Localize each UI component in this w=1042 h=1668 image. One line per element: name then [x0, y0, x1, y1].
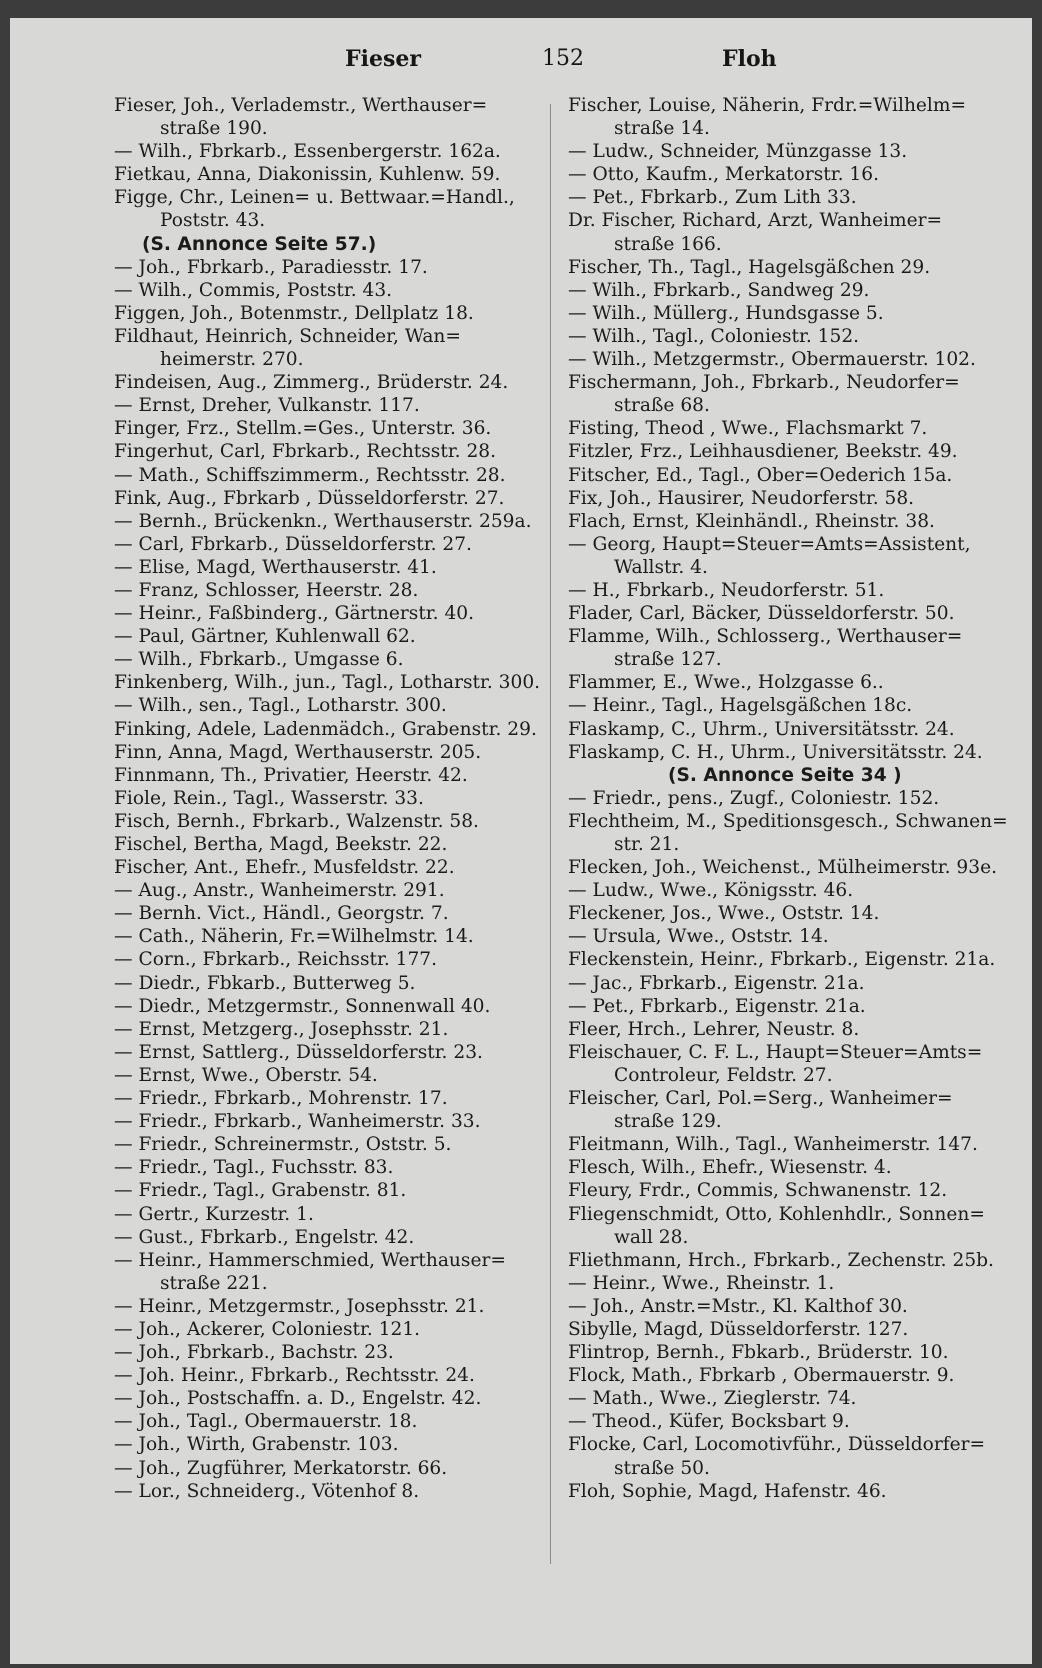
directory-entry: Fiole, Rein., Tagl., Wasserstr. 33.: [114, 787, 424, 809]
directory-entry: — Ernst, Wwe., Oberstr. 54.: [114, 1064, 378, 1086]
directory-entry: — Wilh., Metzgermstr., Obermauerstr. 102.: [568, 349, 976, 371]
entry-continuation: Wallstr. 4.: [614, 556, 708, 578]
directory-entry: — Joh., Ackerer, Coloniestr. 121.: [114, 1318, 421, 1340]
directory-entry: Figgen, Joh., Botenmstr., Dellplatz 18.: [114, 302, 474, 324]
directory-entry: Flamme, Wilh., Schlosserg., Werthauser=: [568, 626, 963, 648]
directory-entry: — Ernst, Sattlerg., Düsseldorferstr. 23.: [114, 1041, 483, 1063]
entry-continuation: straße 166.: [614, 233, 722, 255]
directory-entry: — H., Fbrkarb., Neudorferstr. 51.: [568, 579, 885, 601]
directory-entry: — Wilh., Müllerg., Hundsgasse 5.: [568, 302, 884, 324]
directory-entry: — Ludw., Wwe., Königsstr. 46.: [568, 880, 854, 902]
directory-entry: Fleckener, Jos., Wwe., Oststr. 14.: [568, 903, 880, 925]
directory-entry: Sibylle, Magd, Düsseldorferstr. 127.: [568, 1318, 909, 1340]
advertisement-reference: (S. Annonce Seite 34 ): [668, 764, 902, 786]
directory-entry: — Joh., Tagl., Obermauerstr. 18.: [114, 1411, 418, 1433]
directory-entry: — Georg, Haupt=Steuer=Amts=Assistent,: [568, 533, 971, 555]
directory-page: [10, 18, 1032, 1664]
left-column: [114, 94, 541, 1503]
directory-entry: — Heinr., Wwe., Rheinstr. 1.: [568, 1272, 835, 1294]
directory-entry: — Ludw., Schneider, Münzgasse 13.: [568, 141, 908, 163]
directory-entry: Flach, Ernst, Kleinhändl., Rheinstr. 38.: [568, 510, 935, 532]
directory-entry: Figge, Chr., Leinen= u. Bettwaar.=Handl.,: [114, 187, 515, 209]
directory-entry: — Cath., Näherin, Fr.=Wilhelmstr. 14.: [114, 926, 474, 948]
directory-entry: Fleer, Hrch., Lehrer, Neustr. 8.: [568, 1018, 860, 1040]
directory-entry: — Ursula, Wwe., Oststr. 14.: [568, 926, 829, 948]
directory-entry: — Corn., Fbrkarb., Reichsstr. 177.: [114, 949, 438, 971]
header-last-name: Floh: [722, 46, 777, 72]
entry-continuation: straße 14.: [614, 118, 710, 140]
directory-entry: — Wilh., Commis, Poststr. 43.: [114, 279, 393, 301]
directory-entry: Finger, Frz., Stellm.=Ges., Unterstr. 36.: [114, 418, 492, 440]
directory-entry: Finkenberg, Wilh., jun., Tagl., Lotharstr. 300.: [114, 672, 541, 694]
directory-entry: — Friedr., Fbrkarb., Wanheimerstr. 33.: [114, 1111, 481, 1133]
running-head: [10, 46, 1032, 86]
directory-entry: — Paul, Gärtner, Kuhlenwall 62.: [114, 626, 416, 648]
directory-entry: — Aug., Anstr., Wanheimerstr. 291.: [114, 880, 445, 902]
directory-entry: Fildhaut, Heinrich, Schneider, Wan=: [114, 325, 461, 347]
directory-entry: Flintrop, Bernh., Fbkarb., Brüderstr. 10.: [568, 1342, 949, 1364]
page-number: 152: [542, 46, 584, 71]
directory-entry: Flechtheim, M., Speditionsgesch., Schwanen=: [568, 810, 1008, 832]
directory-entry: — Ernst, Dreher, Vulkanstr. 117.: [114, 395, 420, 417]
directory-entry: — Ernst, Metzgerg., Josephsstr. 21.: [114, 1018, 449, 1040]
directory-entry: — Friedr., Schreinermstr., Oststr. 5.: [114, 1134, 452, 1156]
directory-entry: Fischel, Bertha, Magd, Beekstr. 22.: [114, 834, 448, 855]
directory-entry: Flocke, Carl, Locomotivführ., Düsseldorfer=: [568, 1434, 986, 1456]
directory-entry: Flader, Carl, Bäcker, Düsseldorferstr. 50.: [568, 603, 955, 625]
directory-entry: Fisch, Bernh., Fbrkarb., Walzenstr. 58.: [114, 810, 479, 832]
directory-entry: — Wilh., sen., Tagl., Lotharstr. 300.: [114, 695, 447, 717]
directory-entry: Fleischauer, C. F. L., Haupt=Steuer=Amts=: [568, 1041, 983, 1063]
directory-entry: Finnmann, Th., Privatier, Heerstr. 42.: [114, 764, 468, 786]
directory-entry: — Jac., Fbrkarb., Eigenstr. 21a.: [568, 972, 865, 994]
directory-entry: — Gertr., Kurzestr. 1.: [114, 1203, 314, 1225]
directory-entry: — Math., Wwe., Zieglerstr. 74.: [568, 1388, 857, 1410]
entry-continuation: str. 21.: [614, 834, 680, 855]
directory-entry: — Heinr., Faßbinderg., Gärtnerstr. 40.: [114, 603, 475, 625]
directory-entry: Fleitmann, Wilh., Tagl., Wanheimerstr. 147.: [568, 1134, 978, 1156]
directory-entry: — Heinr., Hammerschmied, Werthauser=: [114, 1249, 506, 1271]
directory-entry: — Joh., Postschaffn. a. D., Engelstr. 42.: [114, 1388, 482, 1410]
directory-entry: — Bernh. Vict., Händl., Georgstr. 7.: [114, 903, 449, 925]
directory-entry: Finking, Adele, Ladenmädch., Grabenstr. 29.: [114, 718, 537, 740]
directory-entry: Fingerhut, Carl, Fbrkarb., Rechtsstr. 28.: [114, 441, 497, 463]
directory-entry: Flock, Math., Fbrkarb , Obermauerstr. 9.: [568, 1365, 955, 1387]
right-column: [568, 94, 1008, 1503]
entry-continuation: wall 28.: [614, 1226, 689, 1248]
directory-entry: Floh, Sophie, Magd, Hafenstr. 46.: [568, 1480, 887, 1502]
header-first-name: Fieser: [345, 46, 421, 72]
entry-continuation: straße 68.: [614, 395, 710, 417]
directory-entry: Fischer, Th., Tagl., Hagelsgäßchen 29.: [568, 256, 931, 278]
directory-entry: — Lor., Schneiderg., Vötenhof 8.: [114, 1480, 420, 1502]
directory-entry: Fink, Aug., Fbrkarb , Düsseldorferstr. 27.: [114, 487, 505, 509]
entry-continuation: straße 129.: [614, 1111, 722, 1133]
directory-entry: Flammer, E., Wwe., Holzgasse 6..: [568, 672, 884, 694]
directory-entry: Fleury, Frdr., Commis, Schwanenstr. 12.: [568, 1180, 948, 1202]
directory-entry: Fischer, Louise, Näherin, Frdr.=Wilhelm=: [568, 95, 967, 116]
directory-entry: — Wilh., Tagl., Coloniestr. 152.: [568, 325, 860, 347]
directory-entry: — Friedr., Tagl., Grabenstr. 81.: [114, 1180, 407, 1202]
directory-entry: Fitzler, Frz., Leihhausdiener, Beekstr. 49.: [568, 441, 958, 463]
directory-entry: Flecken, Joh., Weichenst., Mülheimerstr. 93e.: [568, 857, 998, 879]
directory-entry: — Friedr., Tagl., Fuchsstr. 83.: [114, 1157, 394, 1179]
advertisement-reference: (S. Annonce Seite 57.): [142, 233, 377, 255]
directory-entry: — Joh., Anstr.=Mstr., Kl. Kalthof 30.: [568, 1295, 908, 1317]
entry-continuation: Poststr. 43.: [160, 210, 266, 232]
directory-entry: — Diedr., Metzgermstr., Sonnenwall 40.: [114, 995, 491, 1017]
entry-continuation: straße 50.: [614, 1457, 710, 1479]
directory-entry: — Elise, Magd, Werthauserstr. 41.: [114, 556, 437, 578]
directory-entry: — Diedr., Fbkarb., Butterweg 5.: [114, 972, 416, 994]
directory-entry: — Friedr., pens., Zugf., Coloniestr. 152.: [568, 787, 940, 809]
directory-entry: — Heinr., Metzgermstr., Josephsstr. 21.: [114, 1295, 485, 1317]
directory-entry: Findeisen, Aug., Zimmerg., Brüderstr. 24.: [114, 372, 509, 394]
directory-entry: — Carl, Fbrkarb., Düsseldorferstr. 27.: [114, 533, 472, 555]
directory-entry: Fliegenschmidt, Otto, Kohlenhdlr., Sonnen=: [568, 1203, 985, 1225]
column-divider: [550, 104, 551, 1564]
entry-continuation: straße 221.: [160, 1272, 268, 1294]
directory-entry: — Math., Schiffszimmerm., Rechtsstr. 28.: [114, 464, 506, 486]
directory-entry: — Wilh., Fbrkarb., Sandweg 29.: [568, 279, 870, 301]
directory-entry: Flaskamp, C. H., Uhrm., Universitätsstr. 24.: [568, 741, 983, 763]
directory-entry: — Joh., Zugführer, Merkatorstr. 66.: [114, 1457, 448, 1479]
entry-continuation: Controleur, Feldstr. 27.: [614, 1064, 833, 1086]
directory-entry: — Joh., Fbrkarb., Paradiesstr. 17.: [114, 256, 428, 278]
directory-entry: Finn, Anna, Magd, Werthauserstr. 205.: [114, 741, 482, 763]
directory-entry: — Joh. Heinr., Fbrkarb., Rechtsstr. 24.: [114, 1365, 475, 1387]
directory-entry: Flaskamp, C., Uhrm., Universitätsstr. 24.: [568, 718, 955, 740]
directory-entry: Fischermann, Joh., Fbrkarb., Neudorfer=: [568, 372, 960, 394]
directory-entry: Fliethmann, Hrch., Fbrkarb., Zechenstr. 25b.: [568, 1249, 994, 1271]
directory-entry: — Joh., Fbrkarb., Bachstr. 23.: [114, 1342, 394, 1364]
directory-entry: Fleischer, Carl, Pol.=Serg., Wanheimer=: [568, 1088, 953, 1110]
entry-continuation: straße 127.: [614, 649, 722, 671]
directory-entry: — Heinr., Tagl., Hagelsgäßchen 18c.: [568, 695, 913, 717]
directory-entry: — Wilh., Fbrkarb., Umgasse 6.: [114, 649, 404, 671]
directory-entry: Flesch, Wilh., Ehefr., Wiesenstr. 4.: [568, 1157, 892, 1179]
directory-entry: — Gust., Fbrkarb., Engelstr. 42.: [114, 1226, 415, 1248]
directory-entry: Fietkau, Anna, Diakonissin, Kuhlenw. 59.: [114, 164, 501, 186]
directory-entry: — Wilh., Fbrkarb., Essenbergerstr. 162a.: [114, 141, 501, 163]
directory-entry: — Theod., Küfer, Bocksbart 9.: [568, 1411, 850, 1433]
directory-entry: — Friedr., Fbrkarb., Mohrenstr. 17.: [114, 1088, 448, 1110]
directory-entry: Fieser, Joh., Verlademstr., Werthauser=: [114, 95, 488, 116]
directory-entry: Fix, Joh., Hausirer, Neudorferstr. 58.: [568, 487, 915, 509]
directory-entry: — Bernh., Brückenkn., Werthauserstr. 259a.: [114, 510, 532, 532]
directory-entry: — Otto, Kaufm., Merkatorstr. 16.: [568, 164, 879, 186]
entry-continuation: straße 190.: [160, 118, 268, 140]
directory-entry: — Franz, Schlosser, Heerstr. 28.: [114, 579, 419, 601]
directory-entry: — Joh., Wirth, Grabenstr. 103.: [114, 1434, 399, 1456]
directory-entry: — Pet., Fbrkarb., Zum Lith 33.: [568, 187, 857, 209]
directory-entry: Fleckenstein, Heinr., Fbrkarb., Eigenstr. 21a.: [568, 949, 996, 971]
directory-entry: — Pet., Fbrkarb., Eigenstr. 21a.: [568, 995, 866, 1017]
entry-continuation: heimerstr. 270.: [160, 349, 304, 371]
directory-entry: Dr. Fischer, Richard, Arzt, Wanheimer=: [568, 210, 943, 232]
directory-entry: Fitscher, Ed., Tagl., Ober=Oederich 15a.: [568, 464, 953, 486]
directory-entry: Fischer, Ant., Ehefr., Musfeldstr. 22.: [114, 857, 455, 879]
directory-entry: Fisting, Theod , Wwe., Flachsmarkt 7.: [568, 418, 928, 440]
